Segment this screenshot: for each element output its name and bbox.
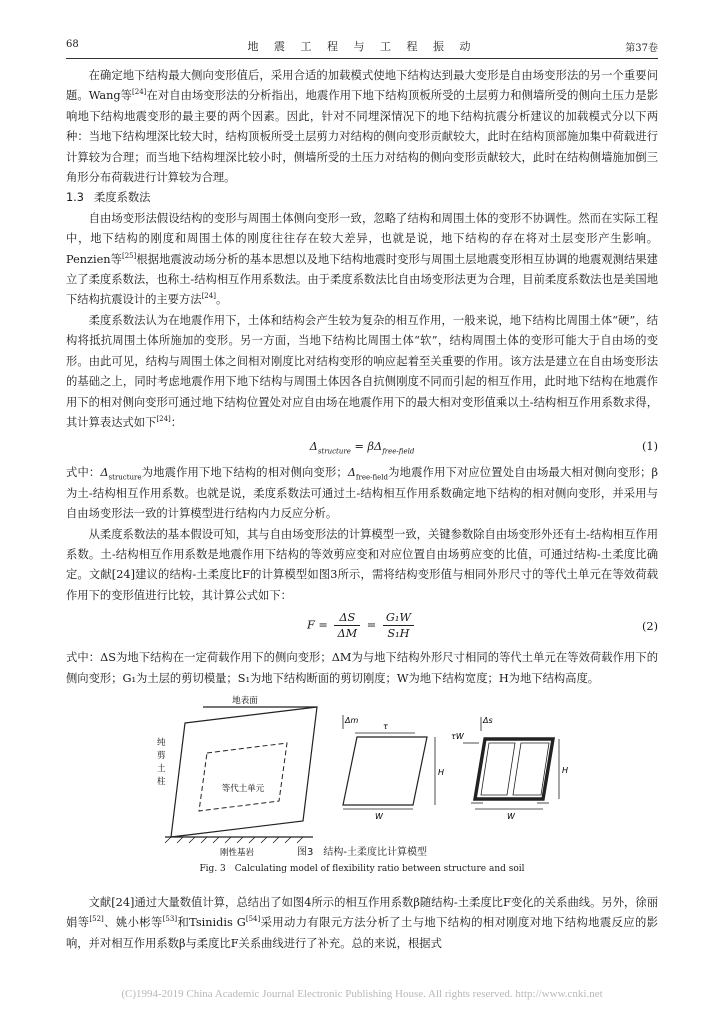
section-title: 柔度系数法 bbox=[93, 191, 151, 205]
text: 。 bbox=[215, 293, 228, 307]
eq-subscript: free-field bbox=[355, 473, 389, 482]
equation-number: (2) bbox=[641, 620, 658, 634]
citation: [52] bbox=[89, 915, 104, 924]
w-label-mid: W bbox=[375, 812, 383, 821]
soil-column-label-2: 剪 bbox=[157, 751, 166, 761]
text: 从柔度系数法的基本假设可知，其与自由场变形法的计算模型一致，关键参数除自由场变形外还有土-结构相互作用系数。土-结构相互作用系数是地震作用下结构的等效剪应变和对应位置自由场剪应变的比值，可通过结构-土柔度比确定。文献[24]建议的结构-土柔度比F的计算模型如图3所示，需将结构变形值与相同外形尺寸的等代土单元在等效荷载作用下的变形值进行比较，其计算公式如下： bbox=[66, 527, 658, 602]
soil-column-label-4: 柱 bbox=[157, 777, 166, 787]
numerator: G₁W bbox=[383, 610, 414, 626]
h-label-right: H bbox=[562, 766, 569, 775]
fraction-2 bbox=[383, 610, 414, 641]
citation: [24] bbox=[201, 292, 216, 301]
figure-3-diagram bbox=[145, 693, 585, 863]
section-number: 1.3 bbox=[66, 191, 84, 205]
h-label-mid: H bbox=[438, 768, 445, 777]
equation-number: (1) bbox=[641, 440, 658, 454]
soil-column-label-3: 土 bbox=[157, 764, 166, 774]
paragraph-references bbox=[66, 893, 658, 954]
text: 自由场变形法假设结构的变形与周围土体侧向变形一致，忽略了结构和周围土体的变形不协调性。然而在实际工程中，地下结构的刚度和周围土体的刚度往往存在较大差异，也就是说，地下结构的存在将对土层变形产生影响。Penzien等 bbox=[66, 211, 658, 266]
text: 柔度系数法认为在地震作用下，土体和结构会产生较为复杂的相互作用，一般来说，地下结构比周围土体“硬”，结构将抵抗周围土体所施加的变形。另一方面，当地下结构比周围土体“软”，结构周围土体的变形可能大于自由场的变形。由此可见，结构与周围土体之间相对刚度比对结构变形的响应起着至关重要的作用。该方法是建立在自由场变形法的基础之上，同时考虑地震作用下地下结构与周围土体因各自抗侧刚度不同而引起的相互作用，此时地下结构在地震作用下的相对侧向变形可通过地下结构位置处对应自由场在地震作用下的最大相对变形值乘以土-结构相互作用系数求得，其计算表达式如下 bbox=[66, 313, 658, 429]
citation: [25] bbox=[121, 251, 137, 260]
tau-w-label: τW bbox=[451, 732, 464, 741]
denominator: ΔM bbox=[337, 627, 358, 641]
figure-caption-en: Fig. 3 Calculating model of flexibility ratio between structure and soil bbox=[199, 864, 525, 874]
text: 、姚小彬等 bbox=[103, 916, 163, 930]
equation-2 bbox=[66, 610, 658, 644]
page-header bbox=[66, 36, 658, 58]
section-heading bbox=[66, 188, 658, 208]
w-label-right: W bbox=[507, 812, 515, 821]
main-text bbox=[66, 66, 658, 689]
eq-subscript: free-field bbox=[382, 447, 415, 456]
text: 在确定地下结构最大侧向变形值后，采用合适的加载模式使地下结构达到最大变形是自由场变形法的另一个重要问题。Wang等 bbox=[66, 69, 658, 103]
text: 式中： bbox=[66, 466, 101, 480]
soil-element-deformed bbox=[343, 737, 427, 805]
delta-m-label: Δm bbox=[345, 716, 359, 725]
text: 在对自由场变形法的分析指出，地震作用下地下结构顶板所受的土层剪力和侧墙所受的侧向土压力是影响地下结构地震变形的最主要的两个因素。因此，针对不同埋深情况下的地下结构抗震分析建议的加载模式分以下两种：当地下结构埋深比较大时，结构顶板所受土层剪力对结构的侧向变形贡献较大，此时在结构顶部施加集中荷载进行计算较为合理；而当地下结构埋深比较小时，侧墙所受的土压力对结构的侧向变形贡献较大，此时在结构侧墙施加倒三角形分布荷载进行计算较为合理。 bbox=[66, 89, 658, 185]
citation: [24] bbox=[132, 88, 147, 97]
copyright-footer: (C)1994-2019 China Academic Journal Electronic Publishing House. All rights reserved. http://www.cnki.net bbox=[121, 988, 603, 1000]
citation: [24] bbox=[156, 415, 171, 424]
fraction-1 bbox=[334, 610, 360, 641]
text: 为地震作用下对应位置处自由场最大相对侧向变形；β为土-结构相互作用系数。也就是说，柔度系数法可通过土-结构相互作用系数确定地下结构的相对侧向变形，并采用与自由场变形法一致的计算模型进行结构内力反应分析。 bbox=[66, 466, 658, 521]
eq-subscript: structure bbox=[108, 473, 142, 482]
text: 为地震作用下地下结构的相对侧向变形； bbox=[141, 466, 348, 480]
text: 和Tsinidis G bbox=[177, 916, 246, 930]
equation-1 bbox=[66, 437, 658, 459]
paragraph-interaction bbox=[66, 311, 658, 433]
soil-column-label-1: 纯 bbox=[157, 738, 166, 748]
box-structure-cell-left bbox=[481, 743, 515, 795]
journal-title: 地 震 工 程 与 工 程 振 动 bbox=[247, 40, 477, 53]
eq-symbol: Δ bbox=[100, 466, 109, 480]
text: 文献[24]通过大量数值计算，总结出了如图4所示的相互作用系数β随结构-土柔度比F变化的关系曲线。另外，徐丽娟等 bbox=[66, 896, 658, 930]
text: 根据地震波动场分析的基本思想以及地下结构地震时变形与周围土层地震变形相互协调的地震观测结果建立了柔度系数法，也称土-结构相互作用系数法。由于柔度系数法比自由场变形法更为合理，目前柔度系数法也是美国地下结构抗震设计的主要方法 bbox=[66, 252, 658, 307]
numerator: ΔS bbox=[334, 610, 360, 626]
paragraph-flexibility-ratio bbox=[66, 525, 658, 607]
equivalent-soil-element-label: 等代土单元 bbox=[221, 784, 265, 794]
soil-column-outline bbox=[171, 707, 317, 837]
eq-subscript: structure bbox=[317, 447, 351, 456]
eq-symbol: = bbox=[366, 618, 377, 632]
header-rule bbox=[66, 58, 658, 59]
text: ： bbox=[170, 415, 183, 429]
paragraph-eq1-definitions bbox=[66, 463, 658, 524]
paragraph-flexibility-intro bbox=[66, 209, 658, 311]
figure-caption-cn: 图3 结构-土柔度比计算模型 bbox=[297, 847, 427, 858]
citation: [53] bbox=[162, 915, 178, 924]
text: 式中：ΔS为地下结构在一定荷载作用下的侧向变形；ΔM为与地下结构外形尺寸相同的等代土单元在等效荷载作用下的侧向变形；G₁为土层的剪切模量；S₁为地下结构断面的剪切刚度；W为地下结构宽度；H为地下结构高度。 bbox=[66, 651, 658, 685]
eq-symbol: = βΔ bbox=[354, 440, 383, 454]
tau-label-top: τ bbox=[383, 722, 388, 731]
paragraph-eq2-definitions bbox=[66, 648, 658, 689]
equivalent-soil-element-outline bbox=[199, 743, 287, 811]
denominator: S₁H bbox=[387, 627, 410, 641]
delta-s-label: Δs bbox=[483, 716, 493, 725]
citation: [54] bbox=[245, 915, 261, 924]
ground-surface-label: 地表面 bbox=[232, 696, 258, 706]
tail-text bbox=[66, 893, 658, 954]
eq-symbol: Δ bbox=[347, 466, 356, 480]
rigid-bedrock-label: 刚性基岩 bbox=[219, 848, 255, 858]
paragraph-load-mode bbox=[66, 66, 658, 188]
eq-symbol: F = bbox=[306, 618, 328, 632]
text: 采用动力有限元方法分析了土与地下结构的相对刚度对地下结构地震反应的影响，并对相互作用系数β与柔度比F关系曲线进行了补充。总的来说，根据式 bbox=[66, 916, 658, 950]
eq-symbol: Δ bbox=[309, 440, 318, 454]
volume-label: 第37卷 bbox=[625, 43, 658, 54]
page-number: 68 bbox=[66, 39, 79, 50]
